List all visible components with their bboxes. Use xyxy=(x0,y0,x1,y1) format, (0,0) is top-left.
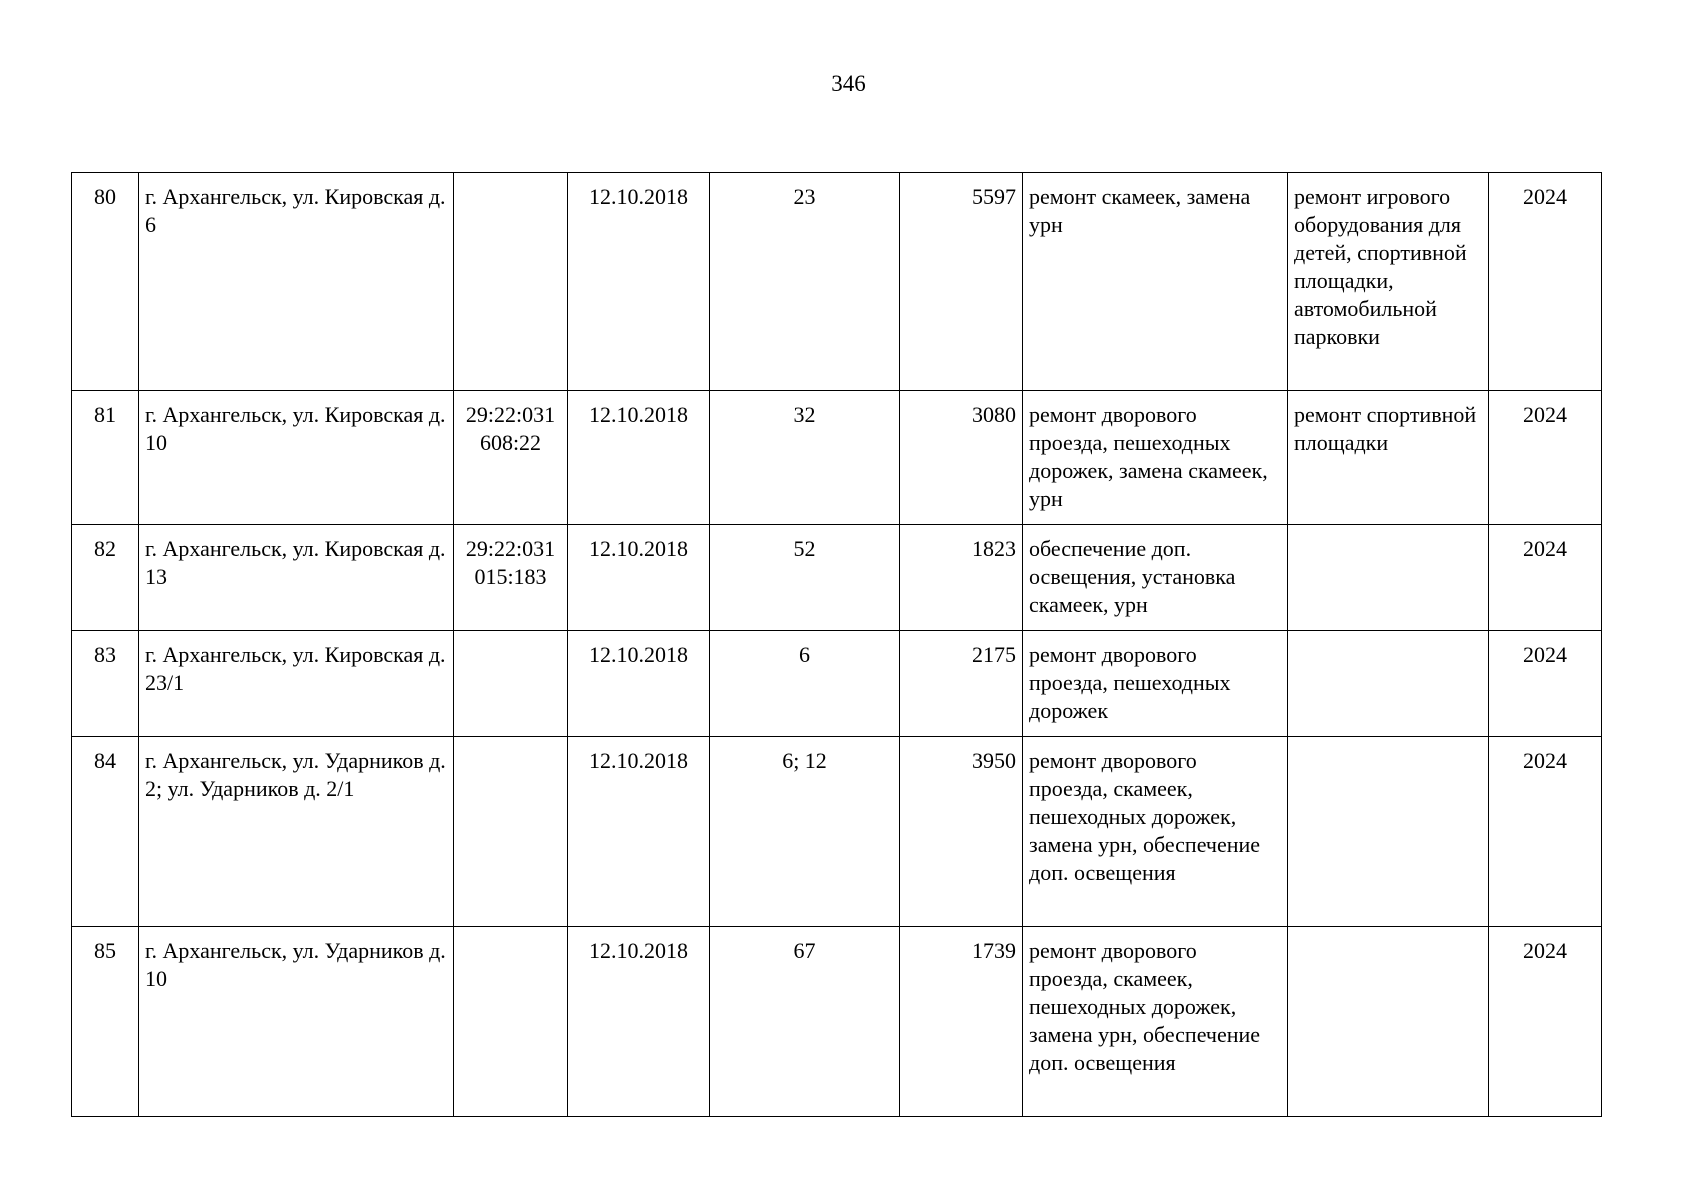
year-cell: 2024 xyxy=(1489,525,1602,631)
works-min-cell: ремонт дворового проезда, скамеек, пешеходных дорожек, замена урн, обеспечение доп. освещения xyxy=(1023,737,1288,927)
count-cell: 6; 12 xyxy=(710,737,900,927)
count-cell: 67 xyxy=(710,927,900,1117)
address-cell: г. Архангельск, ул. Ударников д. 2; ул. Ударников д. 2/1 xyxy=(139,737,454,927)
row-number: 85 xyxy=(72,927,139,1117)
table-row xyxy=(72,525,1602,631)
year-cell: 2024 xyxy=(1489,173,1602,391)
area-cell: 3080 xyxy=(900,391,1023,525)
date-cell: 12.10.2018 xyxy=(568,173,710,391)
year-cell: 2024 xyxy=(1489,927,1602,1117)
address-cell: г. Архангельск, ул. Кировская д. 10 xyxy=(139,391,454,525)
cadastral-cell: 29:22:031 608:22 xyxy=(454,391,568,525)
area-cell: 2175 xyxy=(900,631,1023,737)
date-cell: 12.10.2018 xyxy=(568,737,710,927)
works-min-cell: ремонт скамеек, замена урн xyxy=(1023,173,1288,391)
works-min-cell: ремонт дворового проезда, скамеек, пешеходных дорожек, замена урн, обеспечение доп. освещения xyxy=(1023,927,1288,1117)
date-cell: 12.10.2018 xyxy=(568,391,710,525)
date-cell: 12.10.2018 xyxy=(568,927,710,1117)
cadastral-cell xyxy=(454,631,568,737)
works-extra-cell xyxy=(1288,525,1489,631)
row-number: 84 xyxy=(72,737,139,927)
table-row xyxy=(72,737,1602,927)
table-row xyxy=(72,391,1602,525)
page-number: 346 xyxy=(831,71,866,96)
area-cell: 1739 xyxy=(900,927,1023,1117)
year-cell: 2024 xyxy=(1489,391,1602,525)
year-cell: 2024 xyxy=(1489,737,1602,927)
works-extra-cell: ремонт спортивной площадки xyxy=(1288,391,1489,525)
improvement-table xyxy=(71,172,1602,1117)
works-extra-cell: ремонт игрового оборудования для детей, спортивной площадки, автомобильной парковки xyxy=(1288,173,1489,391)
works-extra-cell xyxy=(1288,631,1489,737)
works-min-cell: ремонт дворового проезда, пешеходных дорожек, замена скамеек, урн xyxy=(1023,391,1288,525)
row-number: 82 xyxy=(72,525,139,631)
area-cell: 3950 xyxy=(900,737,1023,927)
cadastral-cell xyxy=(454,927,568,1117)
count-cell: 23 xyxy=(710,173,900,391)
table-row xyxy=(72,631,1602,737)
row-number: 81 xyxy=(72,391,139,525)
table-row xyxy=(72,927,1602,1117)
date-cell: 12.10.2018 xyxy=(568,631,710,737)
year-cell: 2024 xyxy=(1489,631,1602,737)
table-row xyxy=(72,173,1602,391)
count-cell: 32 xyxy=(710,391,900,525)
area-cell: 5597 xyxy=(900,173,1023,391)
works-extra-cell xyxy=(1288,927,1489,1117)
works-min-cell: ремонт дворового проезда, пешеходных дорожек xyxy=(1023,631,1288,737)
address-cell: г. Архангельск, ул. Кировская д. 13 xyxy=(139,525,454,631)
works-min-cell: обеспечение доп. освещения, установка скамеек, урн xyxy=(1023,525,1288,631)
address-cell: г. Архангельск, ул. Кировская д. 23/1 xyxy=(139,631,454,737)
cadastral-cell: 29:22:031 015:183 xyxy=(454,525,568,631)
area-cell: 1823 xyxy=(900,525,1023,631)
row-number: 83 xyxy=(72,631,139,737)
count-cell: 52 xyxy=(710,525,900,631)
address-cell: г. Архангельск, ул. Кировская д. 6 xyxy=(139,173,454,391)
address-cell: г. Архангельск, ул. Ударников д. 10 xyxy=(139,927,454,1117)
cadastral-cell xyxy=(454,737,568,927)
row-number: 80 xyxy=(72,173,139,391)
date-cell: 12.10.2018 xyxy=(568,525,710,631)
count-cell: 6 xyxy=(710,631,900,737)
cadastral-cell xyxy=(454,173,568,391)
works-extra-cell xyxy=(1288,737,1489,927)
